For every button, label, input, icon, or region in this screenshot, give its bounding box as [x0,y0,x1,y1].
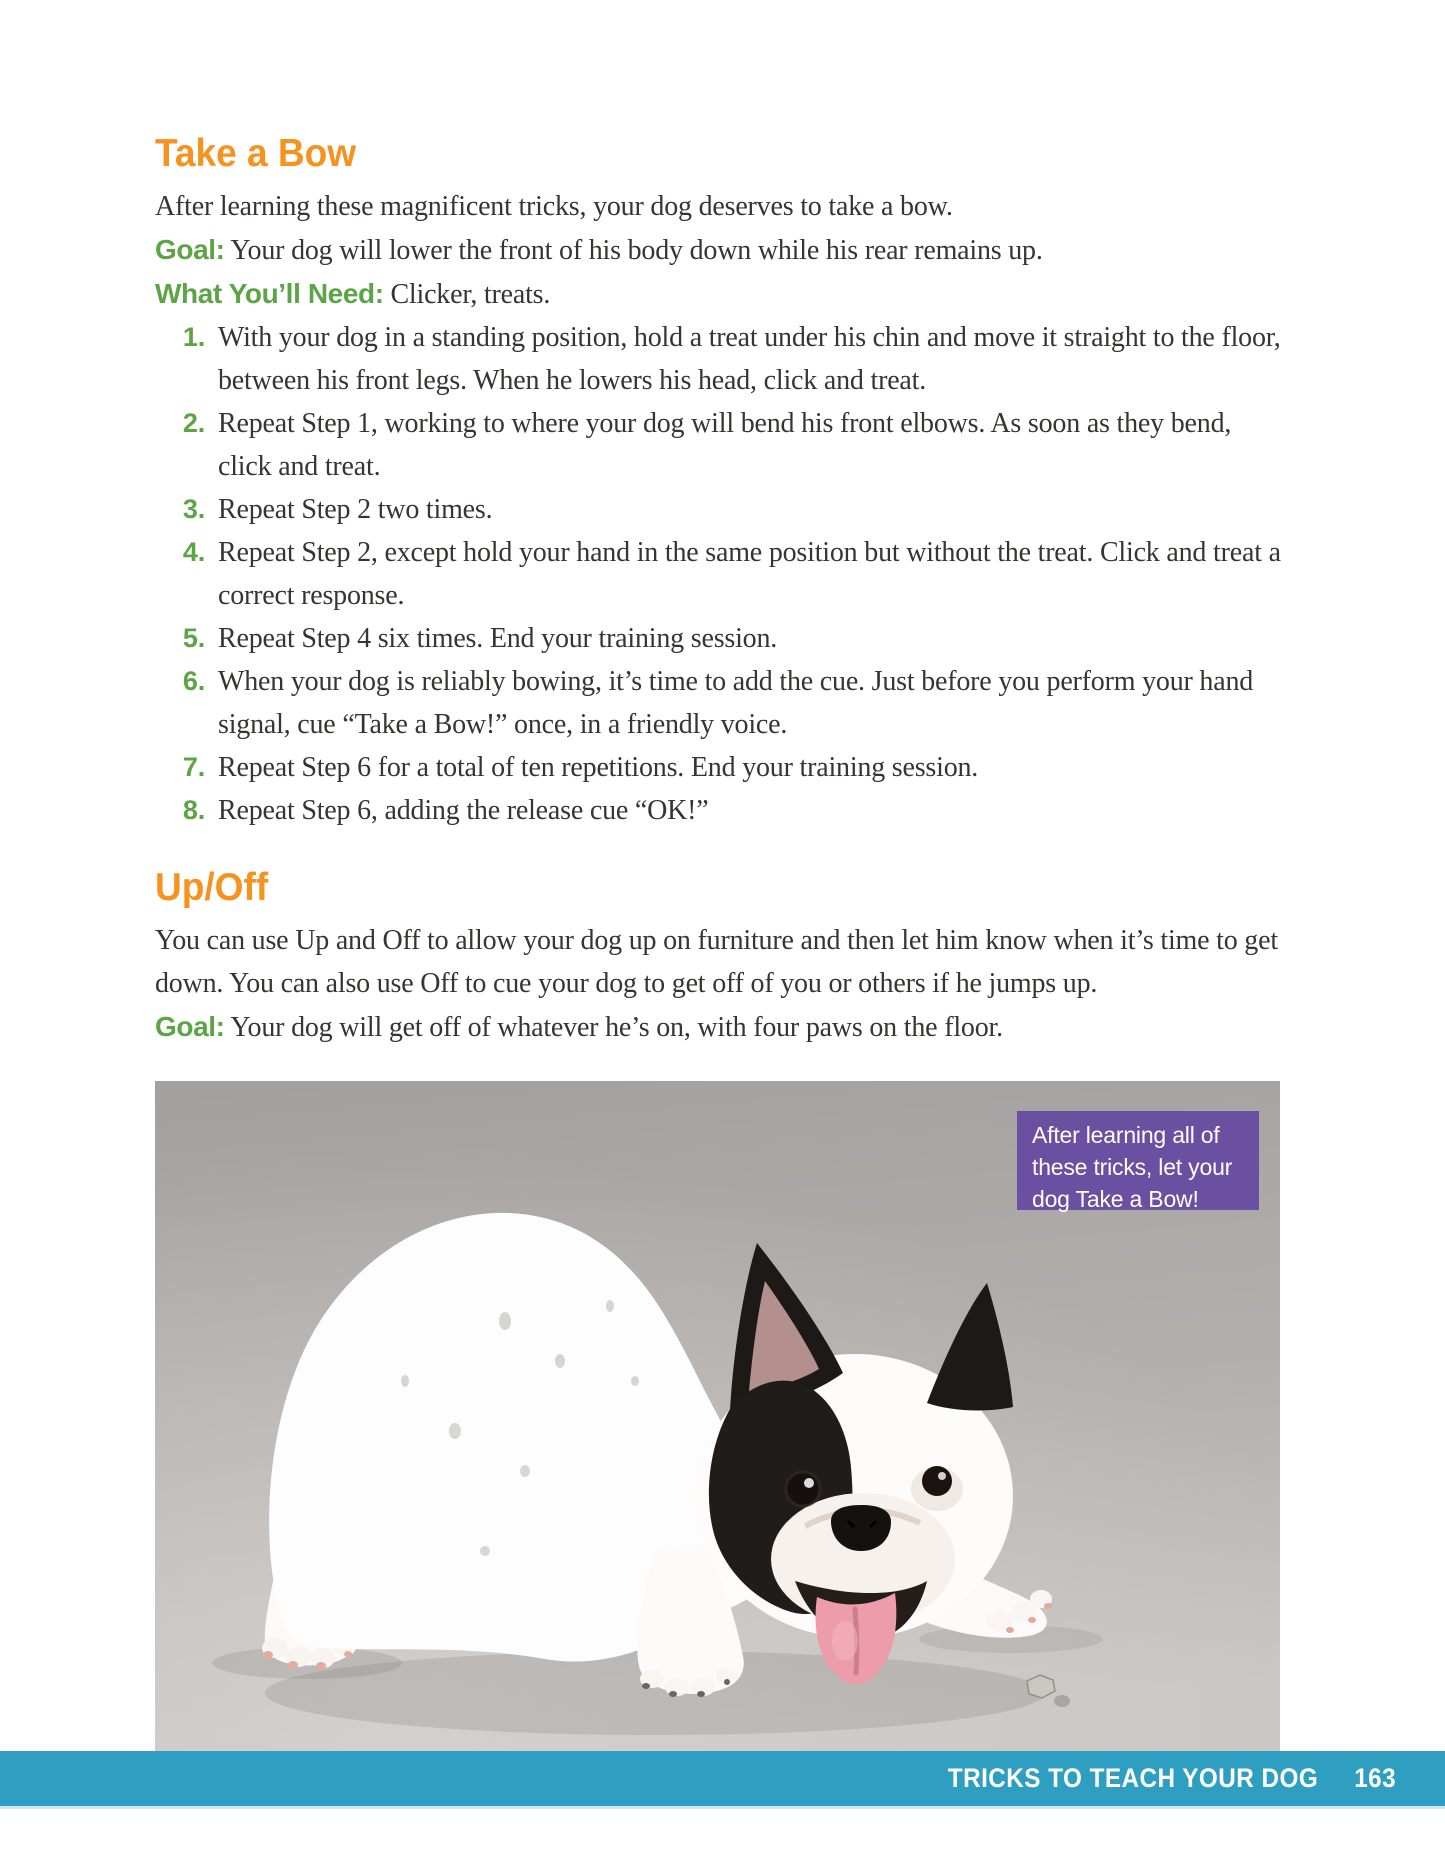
footer-bar [0,1751,1445,1809]
intro-paragraph-take-a-bow: After learning these magnificent tricks, your dog deserves to take a bow. [155,191,953,222]
intro-paragraph-up-off: You can use Up and Off to allow your dog up on furniture and then let him know when it’s time to get down. You can also use Off to cue your dog to get off of you or others if he jumps up. [155,925,1278,999]
step-item-6 [155,660,1290,746]
step-text: Repeat Step 4 six times. End your training session. [218,623,778,654]
step-item-7 [155,746,1290,789]
step-text: Repeat Step 2 two times. [218,494,493,525]
step-number: 2. [182,408,205,438]
step-number: 4. [182,537,205,567]
step-number: 6. [182,666,205,696]
step-item-2 [155,402,1290,488]
step-item-5 [155,617,1290,660]
step-text: With your dog in a standing position, hold a treat under his chin and move it straight to the floor, between his front legs. When he lowers his head, click and treat. [218,322,1281,396]
step-text: Repeat Step 2, except hold your hand in the same position but without the treat. Click and treat a correct response. [218,537,1281,611]
step-item-4 [155,531,1290,617]
footer-content [948,1763,1396,1794]
step-number: 7. [182,752,205,782]
step-text: When your dog is reliably bowing, it’s time to add the cue. Just before you perform your hand signal, cue “Take a Bow!” once, in a friendly voice. [218,666,1254,740]
dog-photo [155,1081,1280,1754]
need-label: What You’ll Need: [155,278,384,309]
step-text: Repeat Step 1, working to where your dog will bend his front elbows. As soon as they bend, click and treat. [218,408,1232,482]
step-item-8 [155,789,1290,832]
goal-label: Goal: [155,1011,225,1042]
goal-line-up-off [155,1005,1290,1049]
caption-line: dog Take a Bow! [1032,1186,1199,1212]
section-heading-take-a-bow: Take a Bow [155,132,357,175]
step-item-3 [155,488,1290,531]
goal-line-take-a-bow [155,228,1290,272]
section-heading-up-off: Up/Off [155,866,269,909]
step-number: 8. [182,795,205,825]
steps-list [155,316,1290,832]
step-text: Repeat Step 6 for a total of ten repetitions. End your training session. [218,752,979,783]
step-text: Repeat Step 6, adding the release cue “OK!” [218,795,709,826]
footer-page-number: 163 [1354,1763,1396,1793]
page-content [155,0,1290,1754]
footer-book-title: TRICKS TO TEACH YOUR DOG [947,1763,1319,1793]
step-number: 3. [182,494,205,524]
step-item-1 [155,316,1290,402]
goal-text: Your dog will lower the front of his body down while his rear remains up. [230,235,1043,266]
need-line-take-a-bow [155,272,1290,316]
goal-text: Your dog will get off of whatever he’s on, with four paws on the floor. [230,1012,1003,1043]
need-text: Clicker, treats. [390,279,551,310]
photo-caption-box [1017,1111,1259,1210]
caption-line: After learning all of [1032,1122,1220,1148]
caption-line: these tricks, let your [1032,1154,1233,1180]
step-number: 1. [182,322,205,352]
step-number: 5. [182,623,205,653]
goal-label: Goal: [155,234,225,265]
